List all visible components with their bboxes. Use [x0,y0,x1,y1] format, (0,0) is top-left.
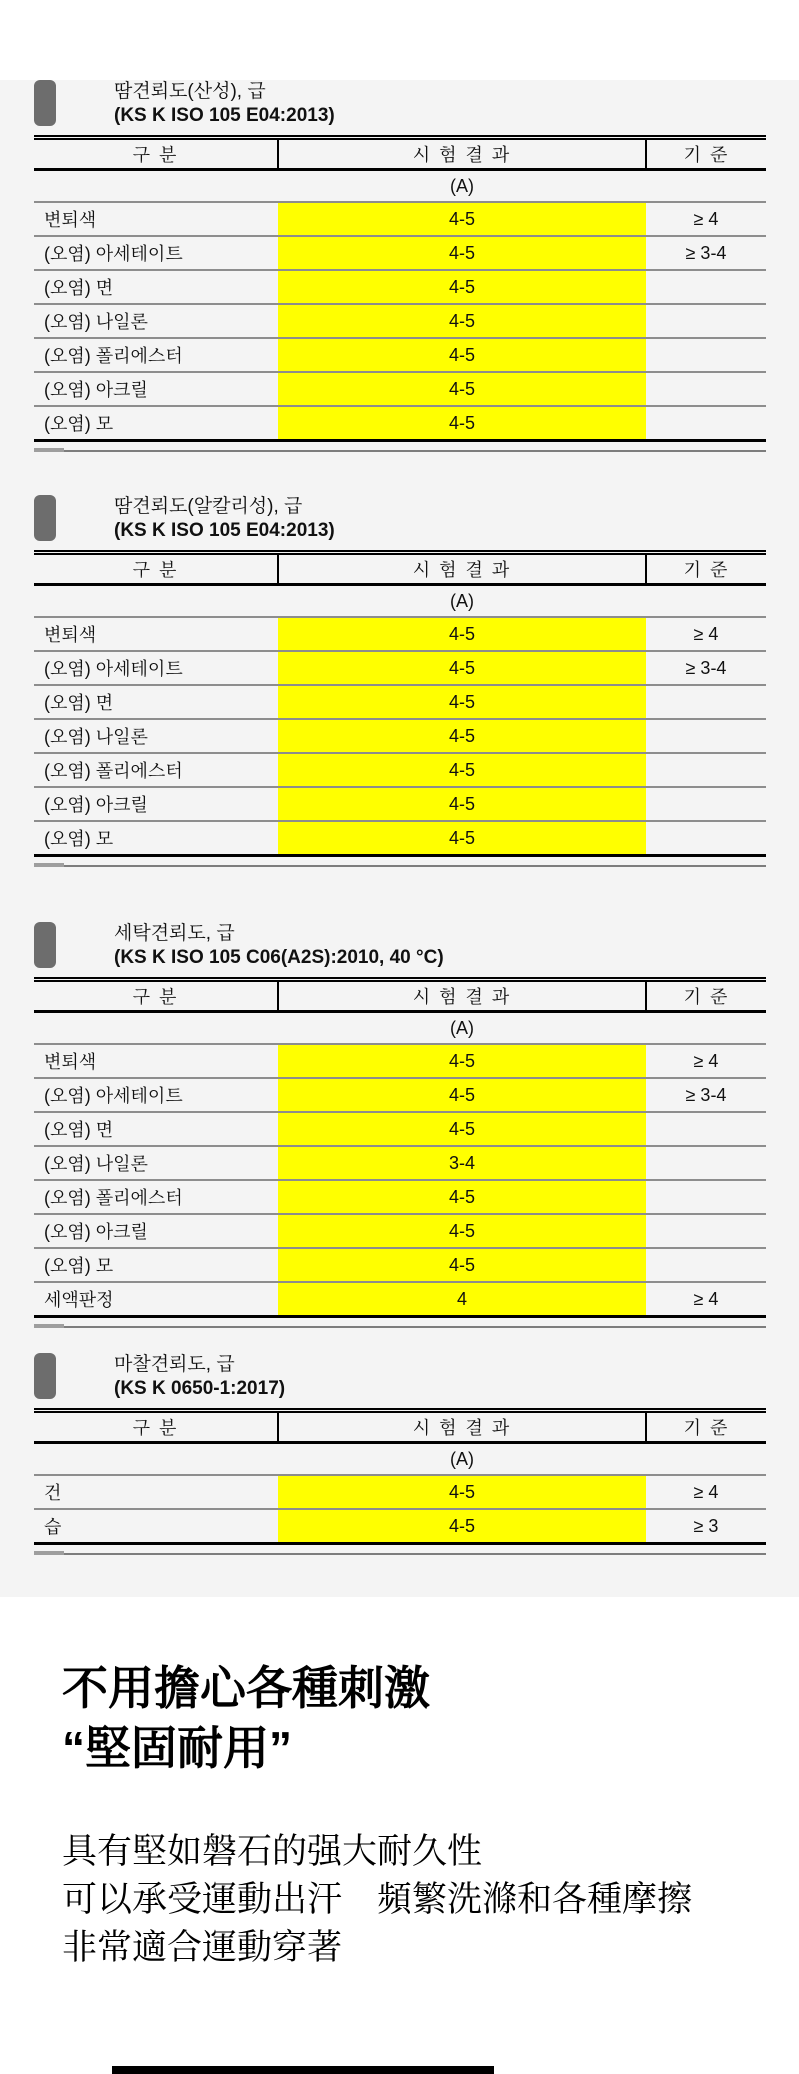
column-header: 구 분 [34,553,278,585]
footer-body-line2: 可以承受運動出汗 頻繁洗滌和各種摩擦 [62,1880,693,1919]
result-cell: 4-5 [278,1509,646,1544]
column-header: 시 험 결 과 [278,553,646,585]
result-cell: 4-5 [278,1078,646,1112]
section-titles [114,1353,285,1401]
section-title: 세탁견뢰도, 급 [114,923,235,944]
footer-heading-line2: “堅固耐用” [62,1722,292,1774]
criteria-cell: ≥ 4 [646,617,766,651]
result-cell: 4-5 [278,719,646,753]
footer-body [62,1828,799,1972]
section-marker-icon [34,922,56,968]
test-report-area [0,80,799,1597]
section-standard: (KS K ISO 105 E04:2013) [114,105,335,126]
result-cell: 4-5 [278,202,646,236]
table-row [34,338,766,372]
row-label: (오염) 나일론 [34,719,278,753]
result-cell: 4-5 [278,1214,646,1248]
footer-heading [62,1658,799,1778]
row-label: (오염) 면 [34,685,278,719]
result-cell: 4-5 [278,1475,646,1509]
result-cell: 4-5 [278,1180,646,1214]
result-cell: 4-5 [278,304,646,338]
table-row [34,1112,766,1146]
criteria-cell [646,685,766,719]
result-cell: 4-5 [278,406,646,441]
table-row [34,719,766,753]
table-row [34,304,766,338]
row-label: (오염) 아세테이트 [34,1078,278,1112]
section-marker-icon [34,495,56,541]
report-sections [34,80,766,1555]
column-header: 기 준 [646,138,766,170]
criteria-cell [646,1146,766,1180]
section-titles [114,922,444,970]
criteria-cell: ≥ 4 [646,1282,766,1317]
table-row [34,1044,766,1078]
table-row [34,1146,766,1180]
criteria-cell: ≥ 3-4 [646,651,766,685]
section-standard: (KS K ISO 105 E04:2013) [114,520,335,541]
table-row [34,270,766,304]
table-bottom-rule [34,450,766,452]
table-bottom-rule [34,865,766,867]
column-header: 시 험 결 과 [278,138,646,170]
marketing-text-block [0,1597,799,1972]
table-row [34,787,766,821]
result-cell: 3-4 [278,1146,646,1180]
result-cell: 4-5 [278,821,646,856]
condition-row [34,1443,766,1476]
criteria-cell [646,821,766,856]
row-label: (오염) 모 [34,406,278,441]
row-label: (오염) 아세테이트 [34,651,278,685]
condition-row [34,585,766,618]
section-marker-icon [34,1353,56,1399]
result-cell: 4-5 [278,753,646,787]
section-standard: (KS K 0650-1:2017) [114,1378,286,1399]
table-row [34,236,766,270]
criteria-cell [646,304,766,338]
row-label: (오염) 나일론 [34,304,278,338]
condition-label: (A) [450,590,474,611]
column-header: 시 험 결 과 [278,980,646,1012]
section-title: 땀견뢰도(산성), 급 [114,81,266,102]
criteria-cell: ≥ 4 [646,202,766,236]
criteria-cell [646,1180,766,1214]
row-label: (오염) 아크릴 [34,372,278,406]
criteria-cell: ≥ 3 [646,1509,766,1544]
table-row [34,651,766,685]
criteria-cell [646,338,766,372]
column-header: 기 준 [646,980,766,1012]
result-cell: 4-5 [278,236,646,270]
column-header: 기 준 [646,553,766,585]
row-label: (오염) 면 [34,270,278,304]
row-label: (오염) 폴리에스터 [34,1180,278,1214]
column-header: 구 분 [34,138,278,170]
row-label: (오염) 아크릴 [34,787,278,821]
table-row [34,617,766,651]
test-result-table [34,135,766,442]
table-row [34,685,766,719]
result-cell: 4-5 [278,1248,646,1282]
row-label: 건 [34,1475,278,1509]
section-title: 마찰견뢰도, 급 [114,1354,235,1375]
result-cell: 4-5 [278,685,646,719]
criteria-cell [646,1248,766,1282]
result-cell: 4-5 [278,1112,646,1146]
table-row [34,1282,766,1317]
table-row [34,1214,766,1248]
result-cell: 4 [278,1282,646,1317]
criteria-cell [646,270,766,304]
test-report-section [34,1353,766,1555]
section-title: 땀견뢰도(알칼리성), 급 [114,496,303,517]
result-cell: 4-5 [278,787,646,821]
row-label: (오염) 폴리에스터 [34,753,278,787]
result-cell: 4-5 [278,617,646,651]
condition-label: (A) [450,175,474,196]
row-label: (오염) 아크릴 [34,1214,278,1248]
section-header [34,922,766,970]
criteria-cell [646,406,766,441]
criteria-cell: ≥ 3-4 [646,236,766,270]
section-header [34,80,766,128]
row-label: 변퇴색 [34,202,278,236]
section-standard: (KS K ISO 105 C06(A2S):2010, 40 °C) [114,947,444,968]
table-row [34,1078,766,1112]
criteria-cell: ≥ 3-4 [646,1078,766,1112]
table-bottom-rule [34,1553,766,1555]
result-cell: 4-5 [278,1044,646,1078]
section-header [34,1353,766,1401]
column-header: 기 준 [646,1411,766,1443]
test-report-section [34,495,766,867]
row-label: 세액판정 [34,1282,278,1317]
row-label: (오염) 모 [34,1248,278,1282]
footer-heading-line1: 不用擔心各種刺激 [62,1662,430,1714]
table-row [34,821,766,856]
criteria-cell: ≥ 4 [646,1044,766,1078]
test-report-section [34,922,766,1328]
condition-label: (A) [450,1448,474,1469]
criteria-cell [646,753,766,787]
row-label: (오염) 폴리에스터 [34,338,278,372]
row-label: (오염) 모 [34,821,278,856]
condition-row [34,170,766,203]
column-header: 시 험 결 과 [278,1411,646,1443]
table-row [34,753,766,787]
result-cell: 4-5 [278,372,646,406]
test-result-table [34,550,766,857]
row-label: (오염) 면 [34,1112,278,1146]
table-row [34,1475,766,1509]
criteria-cell [646,372,766,406]
criteria-cell [646,1214,766,1248]
table-row [34,406,766,441]
result-cell: 4-5 [278,338,646,372]
condition-label: (A) [450,1017,474,1038]
row-label: (오염) 나일론 [34,1146,278,1180]
result-cell: 4-5 [278,651,646,685]
criteria-cell: ≥ 4 [646,1475,766,1509]
test-result-table [34,977,766,1318]
section-marker-icon [34,80,56,126]
page [0,80,799,2074]
condition-row [34,1012,766,1045]
column-header: 구 분 [34,1411,278,1443]
criteria-cell [646,719,766,753]
column-header: 구 분 [34,980,278,1012]
table-row [34,372,766,406]
table-bottom-rule [34,1326,766,1328]
table-row [34,1509,766,1544]
table-row [34,1248,766,1282]
row-label: 습 [34,1509,278,1544]
table-row [34,1180,766,1214]
section-titles [114,495,335,543]
row-label: (오염) 아세테이트 [34,236,278,270]
row-label: 변퇴색 [34,1044,278,1078]
result-cell: 4-5 [278,270,646,304]
section-header [34,495,766,543]
footer-body-line1: 具有堅如磐石的强大耐久性 [62,1832,483,1871]
criteria-cell [646,1112,766,1146]
criteria-cell [646,787,766,821]
footer-body-line3: 非常適合運動穿著 [62,1928,343,1967]
next-section-top-bar [112,2066,494,2074]
row-label: 변퇴색 [34,617,278,651]
table-row [34,202,766,236]
section-titles [114,80,335,128]
test-result-table [34,1408,766,1545]
test-report-section [34,80,766,452]
